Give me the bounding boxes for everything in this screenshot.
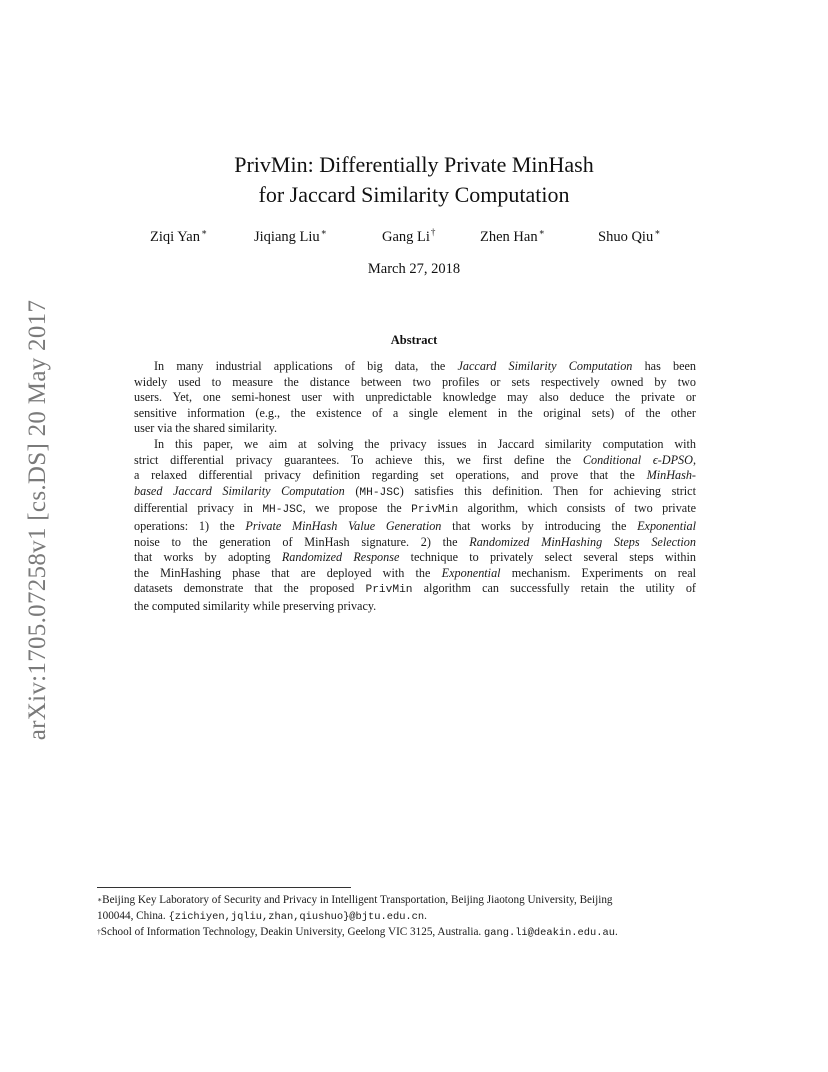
text-run: datasets demonstrate that the proposed (134, 581, 366, 596)
abstract-line (134, 437, 696, 453)
author (480, 229, 545, 246)
text-run: In many industrial applications of big data, the (154, 359, 458, 373)
text-run: the computed similarity while preserving privacy. (134, 598, 377, 613)
text-run: mechanism. Experiments on real (500, 565, 696, 580)
paper-title (0, 150, 828, 210)
text-run: In this paper, we aim at solving the privacy issues in Jaccard similarity computation with (154, 436, 696, 451)
abstract-line (134, 406, 696, 422)
abstract-paragraph-2 (134, 437, 696, 615)
title-line-2: for Jaccard Similarity Computation (258, 182, 570, 207)
abstract-line (134, 599, 696, 615)
text-run: strict differential privacy guarantees. To achieve this, we first define the (134, 452, 583, 467)
code-term: PrivMin (411, 504, 459, 517)
footnote-mark: ∗ (97, 895, 103, 904)
abstract-line (134, 484, 696, 502)
italic-term: Randomized MinHashing Steps Selection (469, 534, 696, 549)
text-run: a relaxed differential privacy definition regarding set operations, and prove that the (134, 468, 647, 483)
text-run: sensitive information (e.g., the existence of a single element in the original sets) of the other (134, 405, 696, 420)
abstract-line (134, 581, 696, 599)
abstract-line (134, 566, 696, 582)
title-line-1: PrivMin: Differentially Private MinHash (234, 152, 594, 177)
abstract-line (134, 519, 696, 535)
text-run: user via the shared similarity. (134, 421, 278, 436)
code-term: MH-JSC (359, 486, 400, 499)
text-run: widely used to measure the distance between two profiles or sets respectively owned by two (134, 374, 696, 389)
author-affiliation-mark: ∗ (200, 227, 208, 237)
abstract-heading: Abstract (390, 333, 438, 347)
author-name: Jiqiang Liu (254, 229, 320, 245)
text-run: noise to the generation of MinHash signature. 2) the (134, 534, 470, 549)
abstract-body (134, 359, 696, 615)
code-term: MH-JSC (262, 504, 303, 517)
text-run: Beijing Key Laboratory of Security and Privacy in Intelligent Transportation, Beijing Jiaotong University, Beijing (102, 894, 613, 906)
author-affiliation-mark: ∗ (320, 227, 327, 237)
abstract-line (134, 421, 696, 437)
text-run: School of Information Technology, Deakin University, Geelong VIC 3125, Australia. (100, 926, 485, 938)
paper-date: March 27, 2018 (367, 261, 461, 277)
footnotes (97, 893, 733, 942)
text-run: users. Yet, one semi-honest user with unpredictable knowledge may also deduce the private or (134, 390, 696, 405)
italic-term: MinHash- (646, 468, 696, 483)
italic-term: based Jaccard Similarity Computation (134, 483, 345, 498)
abstract-line (134, 535, 696, 551)
text-run: 100044, China. (97, 909, 169, 922)
italic-term: Randomized Response (281, 550, 400, 565)
italic-term: Conditional ϵ-DPSO (582, 452, 693, 467)
text-run: ( (344, 483, 360, 498)
footnote-line (97, 893, 733, 909)
abstract-line (134, 359, 696, 375)
author-affiliation-mark: † (430, 227, 436, 237)
abstract-line (134, 390, 696, 406)
text-run: operations: 1) the (134, 518, 246, 533)
text-run: , we propose the (302, 501, 412, 516)
footnote-rule (97, 887, 351, 888)
abstract-line (134, 453, 696, 469)
footnote-line (97, 925, 733, 942)
abstract-line (134, 550, 696, 566)
author-name: Zhen Han (480, 229, 538, 245)
author (150, 229, 207, 246)
text-run: that works by adopting (134, 550, 282, 565)
footnote-mark: † (97, 927, 101, 936)
author (254, 229, 327, 246)
text-run: differential privacy in (134, 501, 263, 516)
italic-term: Exponential (637, 518, 696, 533)
author (382, 229, 435, 246)
abstract-paragraph-1 (134, 359, 696, 437)
footnote-line (97, 909, 733, 926)
author-name: Shuo Qiu (598, 229, 654, 245)
code-term: {zichiyen,jqliu,zhan,qiushuo}@bjtu.edu.cn (168, 910, 425, 923)
abstract-line (134, 468, 696, 484)
text-run: that works by introducing the (441, 518, 638, 533)
author (598, 229, 660, 246)
text-run: ) satisfies this definition. Then for achieving strict (399, 483, 696, 498)
text-run: algorithm can successfully retain the utility of (412, 581, 696, 596)
author-affiliation-mark: ∗ (538, 227, 545, 237)
author-affiliation-mark: ∗ (654, 227, 661, 237)
abstract-line (134, 501, 696, 519)
arxiv-identifier-stamp: arXiv:1705.07258v1 [cs.DS] 20 May 2017 (24, 299, 51, 741)
text-run: . (614, 926, 618, 938)
code-term: gang.li@deakin.edu.au (484, 927, 615, 939)
text-run: . (424, 909, 427, 922)
text-run: , (692, 452, 696, 467)
text-run: algorithm, which consists of two private (458, 501, 696, 516)
text-run: has been (632, 359, 696, 373)
text-run: the MinHashing phase that are deployed with the (134, 565, 442, 580)
text-run: technique to privately select several steps within (399, 550, 696, 565)
italic-term: Exponential (441, 565, 501, 580)
author-name: Gang Li (382, 229, 430, 245)
italic-term: Private MinHash Value Generation (245, 518, 442, 533)
abstract-line (134, 375, 696, 391)
author-name: Ziqi Yan (150, 229, 200, 245)
italic-term: Jaccard Similarity Computation (457, 359, 633, 373)
code-term: PrivMin (365, 584, 413, 597)
